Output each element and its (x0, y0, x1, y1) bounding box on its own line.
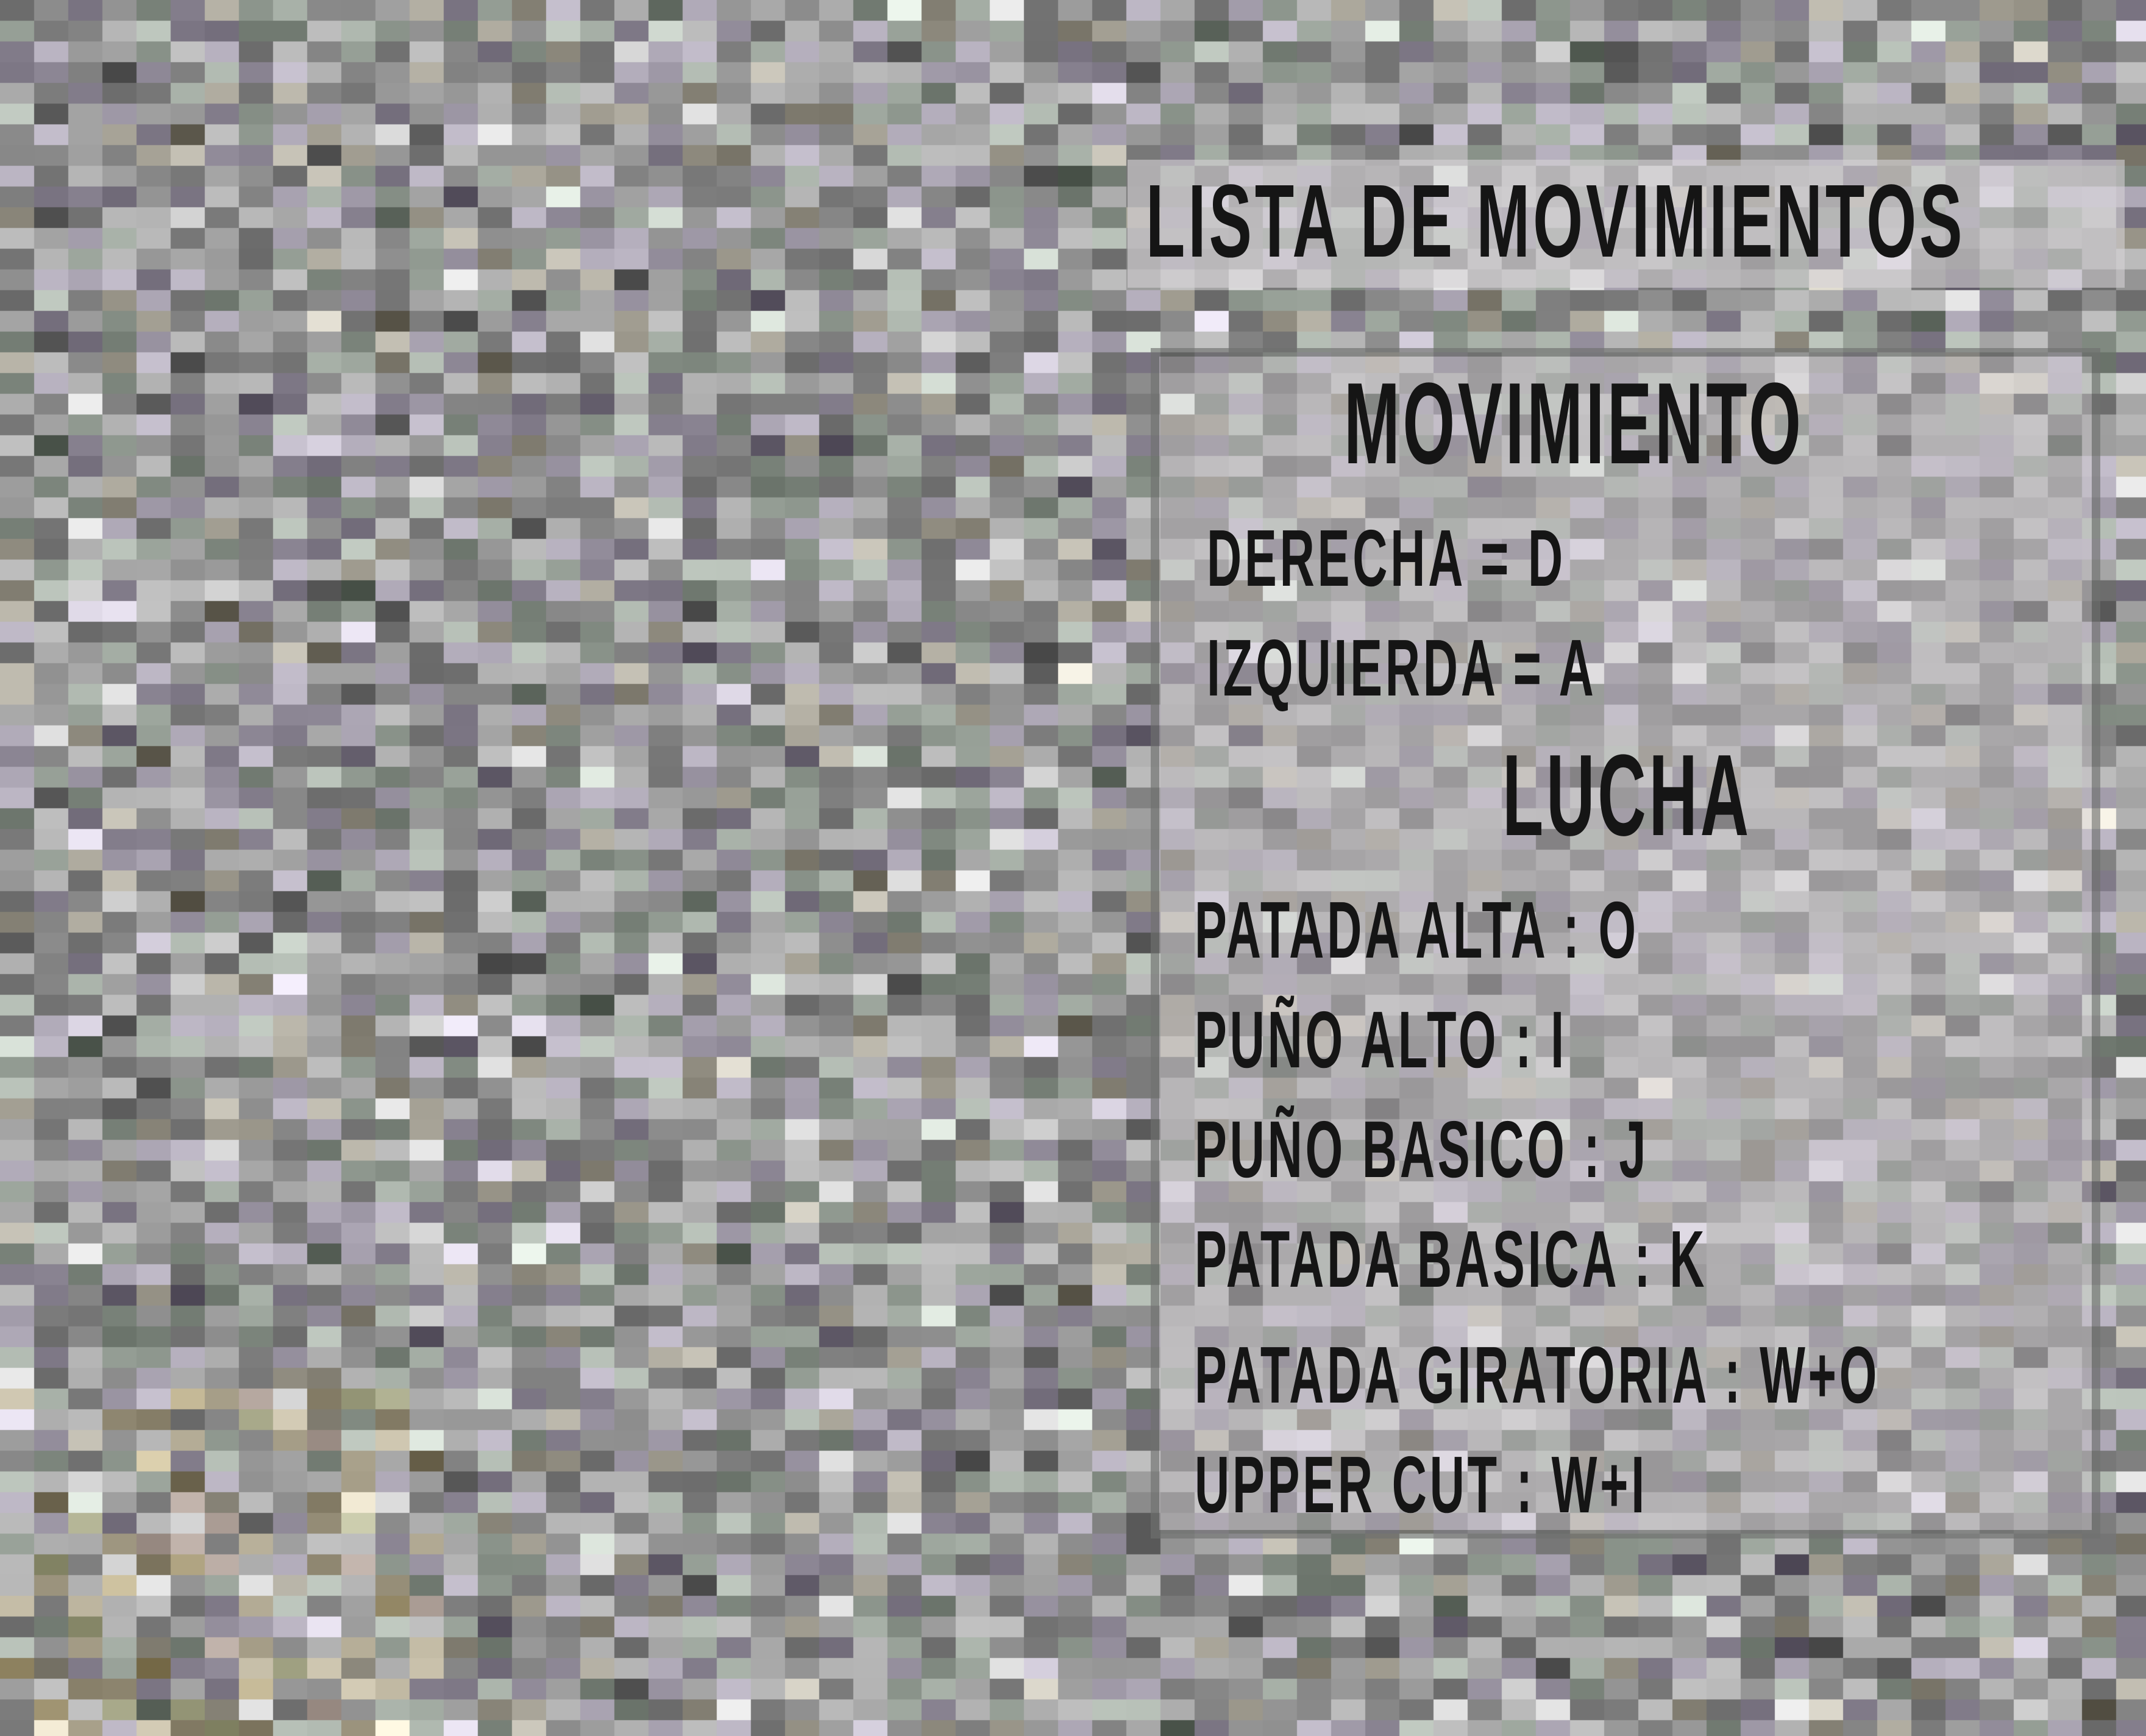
control-item-left: IZQUIERDA = A (1207, 623, 1597, 713)
combat-move-item: PATADA BASICA : K (1195, 1214, 1708, 1304)
combat-heading: LUCHA (1502, 731, 1752, 860)
movement-heading: MOVIMIENTO (1344, 359, 1804, 488)
combat-move-item: PUÑO ALTO : I (1195, 995, 1567, 1084)
combat-move-item: PATADA ALTA : O (1195, 885, 1639, 975)
combat-move-item: UPPER CUT : W+I (1195, 1440, 1648, 1529)
combat-move-item: PATADA GIRATORIA : W+O (1195, 1330, 1880, 1420)
combat-move-item: PUÑO BASICO : J (1195, 1105, 1649, 1194)
control-item-right: DERECHA = D (1207, 513, 1566, 603)
page-title: LISTA DE MOVIMIENTOS (1146, 163, 1966, 279)
